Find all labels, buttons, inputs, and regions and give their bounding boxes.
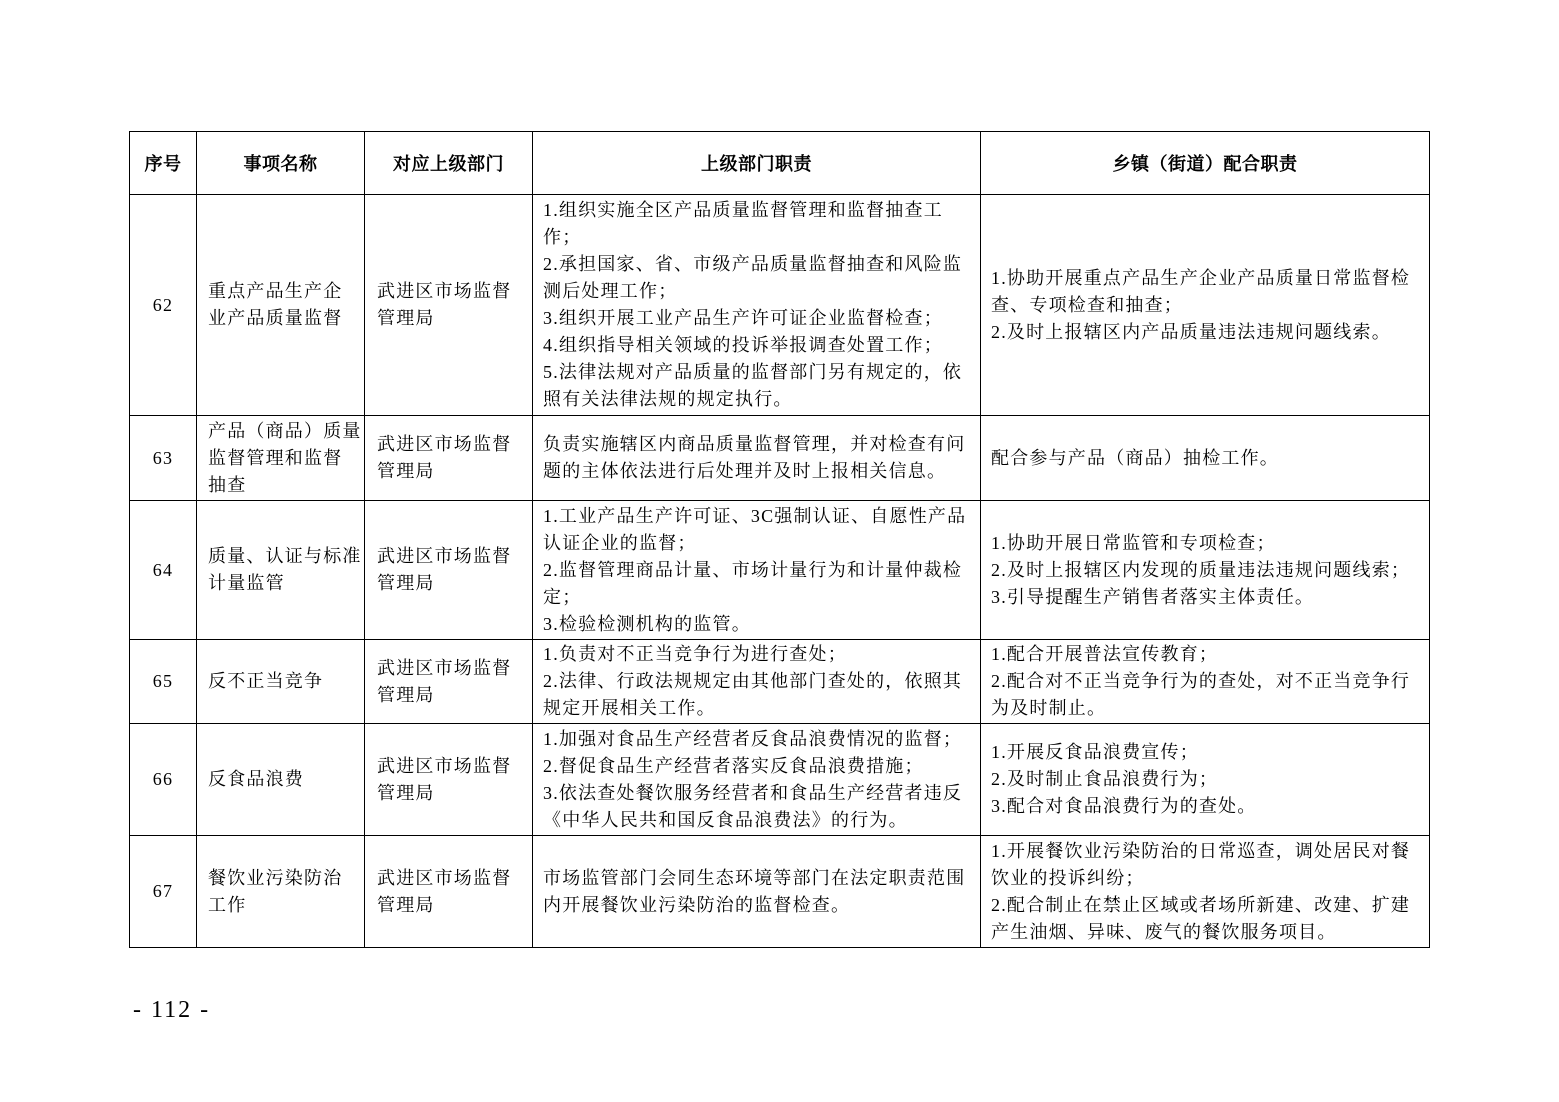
- department-cell: [365, 640, 533, 724]
- item-name-line: 餐饮业污染防治: [208, 867, 343, 888]
- duty-line: 规定开展相关工作。: [543, 698, 716, 718]
- department-line: 管理局: [377, 573, 435, 593]
- cooperation-line: 1.配合开展普法宣传教育；: [991, 644, 1219, 664]
- department-cell: [365, 416, 533, 501]
- cooperation-line: 2.及时上报辖区内发现的质量违法违规问题线索；: [991, 559, 1411, 580]
- row-number: 67: [130, 836, 197, 948]
- item-name-line: 计量监管: [208, 573, 285, 593]
- table-header-row: [130, 132, 1430, 195]
- department-line: 管理局: [377, 308, 435, 328]
- row-number: 63: [130, 416, 197, 501]
- cooperation-cell: [981, 416, 1430, 501]
- department-line: 武进区市场监督: [377, 657, 512, 678]
- duties-cell: [533, 501, 981, 640]
- duty-line: 负责实施辖区内商品质量监督管理，并对检查有问: [543, 434, 966, 454]
- page-number: - 112 -: [133, 997, 211, 1023]
- duty-line: 1.加强对食品生产经营者反食品浪费情况的监督；: [543, 728, 963, 749]
- cooperation-line: 1.协助开展重点产品生产企业产品质量日常监督检: [991, 267, 1411, 288]
- table-row: [130, 416, 1430, 501]
- cooperation-line: 1.协助开展日常监管和专项检查；: [991, 532, 1276, 553]
- department-line: 武进区市场监督: [377, 546, 512, 566]
- item-name-line: 反不正当竞争: [208, 671, 324, 691]
- department-cell: [365, 501, 533, 640]
- item-name-line: 重点产品生产企: [208, 281, 343, 301]
- duties-cell: [533, 195, 981, 416]
- duty-line: 2.法律、行政法规规定由其他部门查处的，依照其: [543, 671, 963, 691]
- duty-line: 2.监督管理商品计量、市场计量行为和计量仲裁检: [543, 559, 963, 580]
- table-row: [130, 724, 1430, 836]
- item-name-line: 工作: [208, 894, 247, 915]
- duty-line: 《中华人民共和国反食品浪费法》的行为。: [543, 809, 908, 830]
- cooperation-line: 查、专项检查和抽查；: [991, 294, 1183, 315]
- duties-table: [129, 131, 1430, 948]
- cooperation-line: 2.及时上报辖区内产品质量违法违规问题线索。: [991, 321, 1391, 342]
- item-name-line: 监督管理和监督: [208, 447, 343, 468]
- row-number: 64: [130, 501, 197, 640]
- duty-line: 认证企业的监督；: [543, 532, 697, 553]
- duty-line: 内开展餐饮业污染防治的监督检查。: [543, 894, 851, 915]
- duty-line: 2.督促食品生产经营者落实反食品浪费措施；: [543, 755, 924, 776]
- department-line: 管理局: [377, 782, 435, 803]
- cooperation-line: 为及时制止。: [991, 698, 1107, 718]
- cooperation-cell: [981, 640, 1430, 724]
- header-item-name: 事项名称: [197, 132, 365, 195]
- header-number: 序号: [130, 132, 197, 195]
- department-line: 武进区市场监督: [377, 755, 512, 776]
- item-name-cell: [197, 195, 365, 416]
- duty-line: 测后处理工作；: [543, 281, 678, 301]
- department-cell: [365, 724, 533, 836]
- row-number: 62: [130, 195, 197, 416]
- duty-line: 题的主体依法进行后处理并及时上报相关信息。: [543, 461, 947, 481]
- item-name-cell: [197, 416, 365, 501]
- department-line: 管理局: [377, 684, 435, 705]
- item-name-line: 质量、认证与标准: [208, 546, 362, 566]
- cooperation-cell: [981, 195, 1430, 416]
- duties-cell: [533, 640, 981, 724]
- item-name-cell: [197, 836, 365, 948]
- duty-line: 市场监管部门会同生态环境等部门在法定职责范围: [543, 867, 966, 888]
- duty-line: 3.检验检测机构的监管。: [543, 613, 751, 634]
- duty-line: 定；: [543, 586, 582, 607]
- duty-line: 作；: [543, 227, 582, 247]
- duties-cell: [533, 416, 981, 501]
- cooperation-line: 产生油烟、异味、废气的餐饮服务项目。: [991, 921, 1337, 942]
- duty-line: 1.工业产品生产许可证、3C强制认证、自愿性产品: [543, 505, 967, 526]
- cooperation-line: 2.配合制止在禁止区域或者场所新建、改建、扩建: [991, 894, 1411, 915]
- item-name-cell: [197, 640, 365, 724]
- row-number: 65: [130, 640, 197, 724]
- cooperation-line: 2.配合对不正当竞争行为的查处，对不正当竞争行: [991, 671, 1411, 691]
- department-cell: [365, 195, 533, 416]
- header-department: 对应上级部门: [365, 132, 533, 195]
- item-name-cell: [197, 724, 365, 836]
- item-name-line: 反食品浪费: [208, 769, 304, 789]
- table-row: [130, 195, 1430, 416]
- duty-line: 3.依法查处餐饮服务经营者和食品生产经营者违反: [543, 782, 963, 803]
- cooperation-line: 3.配合对食品浪费行为的查处。: [991, 796, 1257, 816]
- cooperation-cell: [981, 724, 1430, 836]
- duty-line: 1.组织实施全区产品质量监督管理和监督抽查工: [543, 200, 943, 220]
- cooperation-line: 配合参与产品（商品）抽检工作。: [991, 447, 1279, 468]
- cooperation-line: 饮业的投诉纠纷；: [991, 867, 1145, 888]
- table-row: [130, 640, 1430, 724]
- department-line: 管理局: [377, 894, 435, 915]
- duty-line: 2.承担国家、省、市级产品质量监督抽查和风险监: [543, 254, 963, 274]
- duty-line: 4.组织指导相关领域的投诉举报调查处置工作；: [543, 335, 943, 355]
- duty-line: 5.法律法规对产品质量的监督部门另有规定的，依: [543, 362, 963, 382]
- item-name-line: 抽查: [208, 474, 247, 495]
- cooperation-line: 1.开展反食品浪费宣传；: [991, 742, 1199, 762]
- cooperation-cell: [981, 836, 1430, 948]
- duty-line: 1.负责对不正当竞争行为进行查处；: [543, 644, 847, 664]
- table-row: [130, 836, 1430, 948]
- department-line: 管理局: [377, 461, 435, 481]
- item-name-line: 产品（商品）质量: [208, 420, 362, 441]
- duty-line: 3.组织开展工业产品生产许可证企业监督检查；: [543, 308, 943, 328]
- cooperation-line: 2.及时制止食品浪费行为；: [991, 769, 1219, 789]
- cooperation-cell: [981, 501, 1430, 640]
- department-line: 武进区市场监督: [377, 434, 512, 454]
- header-township-cooperation: 乡镇（街道）配合职责: [981, 132, 1430, 195]
- department-cell: [365, 836, 533, 948]
- duties-cell: [533, 724, 981, 836]
- department-line: 武进区市场监督: [377, 867, 512, 888]
- table-row: [130, 501, 1430, 640]
- row-number: 66: [130, 724, 197, 836]
- department-line: 武进区市场监督: [377, 281, 512, 301]
- duties-cell: [533, 836, 981, 948]
- cooperation-line: 3.引导提醒生产销售者落实主体责任。: [991, 586, 1315, 607]
- item-name-cell: [197, 501, 365, 640]
- cooperation-line: 1.开展餐饮业污染防治的日常巡查，调处居民对餐: [991, 840, 1411, 861]
- header-department-duties: 上级部门职责: [533, 132, 981, 195]
- item-name-line: 业产品质量监督: [208, 308, 343, 328]
- duty-line: 照有关法律法规的规定执行。: [543, 389, 793, 409]
